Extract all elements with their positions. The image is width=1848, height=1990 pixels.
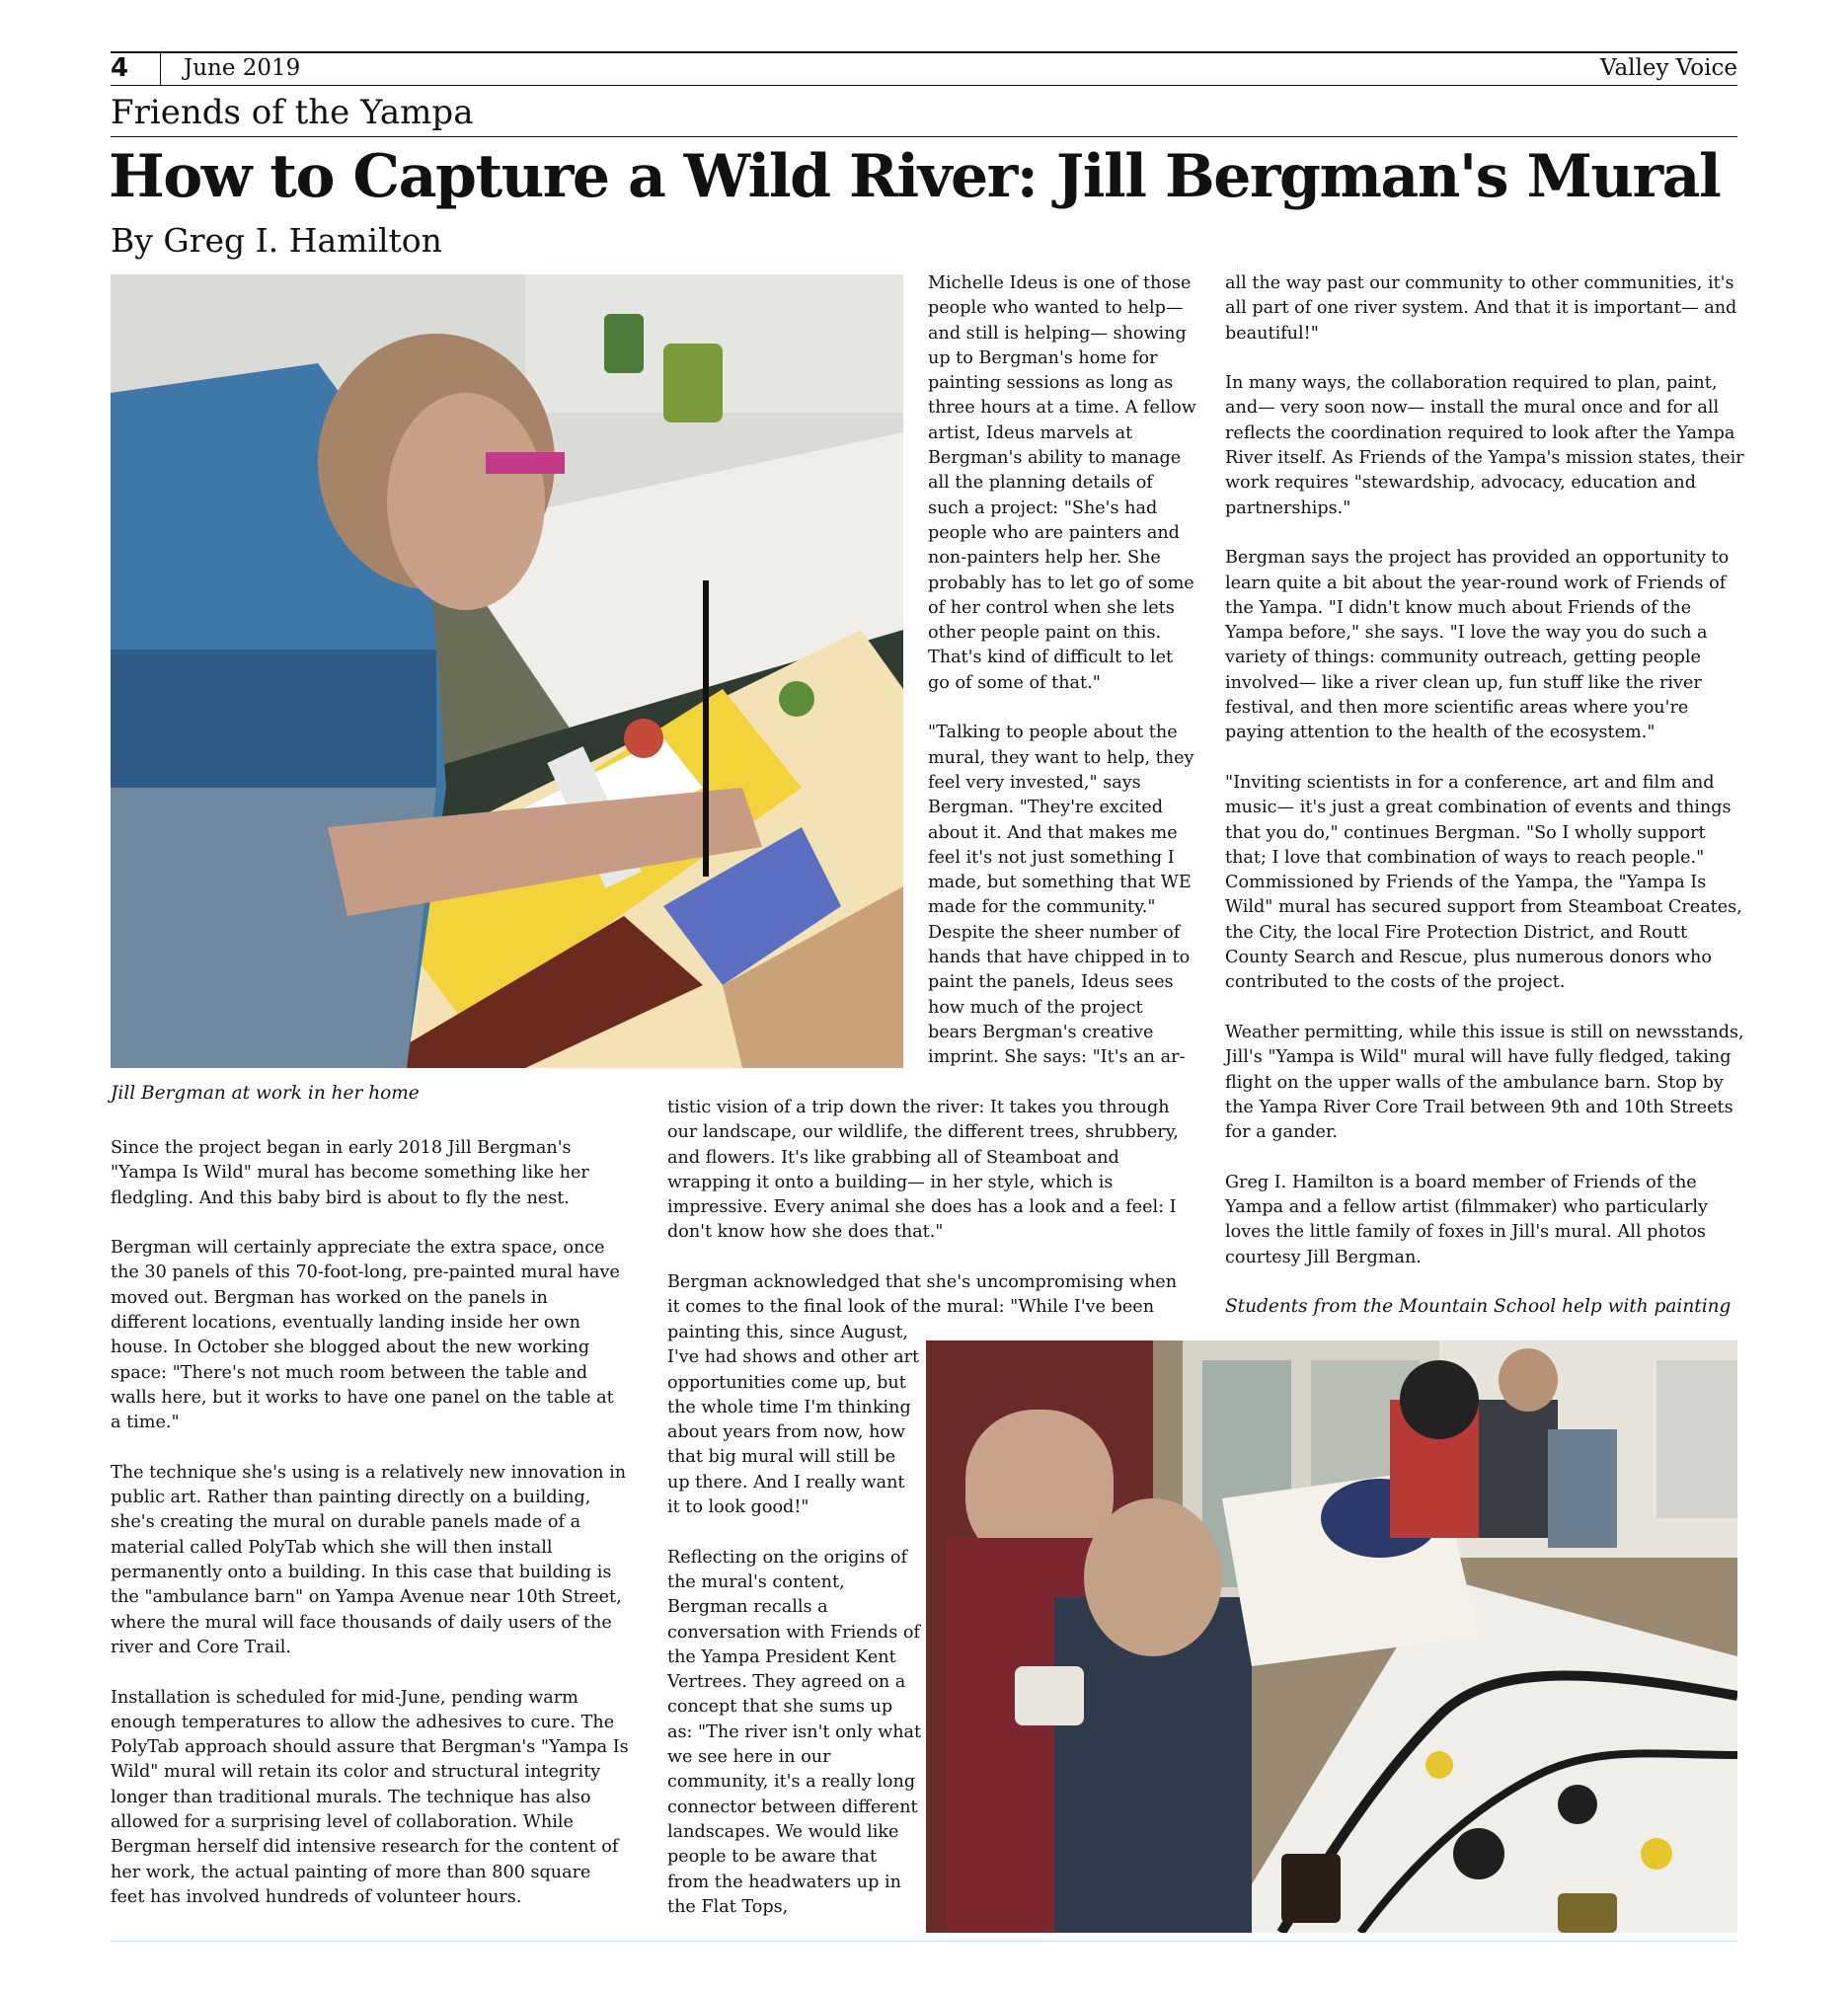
article-column-2-middle (667, 1096, 1181, 1321)
page-number: 4 (111, 53, 129, 83)
paragraph: Michelle Ideus is one of those people who wanted to help— and still is helping— showing up to Bergman's home for painting sessions as long as three hours at a time. A fellow artist, Ideus marvels at Bergman's ability to manage all the planning details of such a project: "She's had people who are painters and non-painters help her. She probably has to let go of some of her control when she lets other people paint on this. That's kind of difficult to let go of some of that." (928, 273, 1196, 693)
paragraph: Greg I. Hamilton is a board member of Friends of the Yampa and a fellow artist (filmmaker) who particularly loves the little family of foxes in Jill's mural. All photos courtesy Jill Bergman. (1225, 1172, 1708, 1267)
paragraph: Bergman will certainly appreciate the extra space, once the 30 panels of this 70-foot-long, pre-painted mural have moved out. Bergman has worked on the panels in different locations, eventually landing inside her own house. In October she blogged about the new working space: "There's not much room between the table and walls here, but it works to have one panel on the table at a time." (111, 1238, 620, 1433)
publication-name: Valley Voice (1599, 55, 1737, 81)
headline: How to Capture a Wild River: Jill Bergman's Mural (109, 142, 1721, 211)
paragraph: The technique she's using is a relatively new innovation in public art. Rather than painting directly on a building, she's creating the mural on durable panels made of a material called PolyTab which she will then install permanently onto a building. In this case that building is the "ambulance barn" on Yampa Avenue near 10th Street, where the mural will face thousands of daily users of the river and Core Trail. (111, 1462, 627, 1657)
paragraph: "Talking to people about the mural, they want to help, they feel very invested," says Bergman. "They're excited about it. And that makes me feel it's not just something I made, but something that WE made for the community." Despite the sheer number of hands that have chipped in to paint the panels, Ideus sees how much of the project bears Bergman's creative imprint. She says: "It's an ar- (928, 723, 1194, 1068)
paragraph: Bergman says the project has provided an opportunity to learn quite a bit about the year-round work of Friends of the Yampa. "I didn't know much about Friends of the Yampa before," she says. "I love the way you do such a variety of things: community outreach, getting people involved— like a river clean up, fun stuff like the river festival, and then more scientific areas where you're paying attention to the health of the ecosystem." (1225, 548, 1730, 743)
article-column-3 (1225, 271, 1744, 1270)
paragraph: Installation is scheduled for mid-June, pending warm enough temperatures to allow the adhesives to cure. The PolyTab approach should assure that Bergman's "Yampa Is Wild" mural will retain its color and structural integrity longer than traditional murals. The technique has also allowed for a surprising level of collaboration. While Bergman herself did intensive research for the content of her work, the actual painting of more than 800 square feet has involved hundreds of volunteer hours. (111, 1687, 629, 1907)
article-column-2-lower (667, 1321, 922, 1920)
paragraph: painting this, since August, I've had shows and other art opportunities come up, but the whole time I'm thinking about years from now, how that big mural will still be up there. And I really want it to look good!" (667, 1323, 920, 1518)
issue-date: June 2019 (184, 55, 301, 81)
paragraph: tistic vision of a trip down the river: It takes you through our landscape, our wildlife, the different trees, shrubbery, and flowers. It's like grabbing all of Steamboat and wrapping it onto a building— in her style, which is impressive. Every animal she does has a look and a feel: I don't know how she does that." (667, 1098, 1179, 1243)
header-bottom-rule (111, 85, 1737, 86)
photo-caption-bottom: Students from the Mountain School help with painting (1225, 1296, 1732, 1317)
article-column-1 (111, 1136, 629, 1910)
paragraph: "Inviting scientists in for a conference, art and film and music— it's just a great combination of events and things that you do," continues Bergman. "So I wholly support that; I love that combination of ways to reach people." Commissioned by Friends of the Yampa, the "Yampa Is Wild" mural has secured support from Steamboat Creates, the City, the local Fire Protection District, and Routt County Search and Rescue, plus numerous donors who contributed to the costs of the project. (1225, 772, 1742, 993)
paragraph: Bergman acknowledged that she's uncompromising when it comes to the final look of the mural: "While I've been (667, 1272, 1178, 1318)
paragraph: In many ways, the collaboration required to plan, paint, and— very soon now— install the mural once and for all reflects the coordination required to look after the Yampa River itself. As Friends of the Yampa's mission states, their work requires "stewardship, advocacy, education and partnerships." (1225, 373, 1744, 518)
paragraph: Weather permitting, while this issue is still on newsstands, Jill's "Yampa is Wild" mural will have fully fledged, taking flight on the upper walls of the ambulance barn. Stop by the Yampa River Core Trail between 9th and 10th Streets for a gander. (1225, 1022, 1744, 1143)
article-column-2-upper (928, 271, 1196, 1071)
section-title: Friends of the Yampa (111, 93, 474, 132)
paragraph: all the way past our community to other communities, it's all part of one river system. And that it is important— and beautiful!" (1225, 273, 1737, 344)
page-bottom-rule (111, 1941, 1737, 1942)
byline: By Greg I. Hamilton (111, 221, 442, 260)
paragraph: Reflecting on the origins of the mural's content, Bergman recalls a conversation with Friends of the Yampa President Kent Vertrees. They agreed on a concept that she sums up as: "The river isn't only what we see here in our community, it's a really long connector between different landscapes. We would like people to be aware that from the headwaters up in the Flat Tops, (667, 1547, 922, 1917)
header-top-rule (111, 51, 1737, 53)
header-divider (160, 53, 161, 85)
photo-artist-painting (111, 274, 903, 1068)
photo-caption-top: Jill Bergman at work in her home (111, 1083, 420, 1104)
paragraph: Since the project began in early 2018 Jill Bergman's "Yampa Is Wild" mural has become something like her fledgling. And this baby bird is about to fly the nest. (111, 1138, 589, 1208)
photo-students-painting (926, 1340, 1737, 1933)
